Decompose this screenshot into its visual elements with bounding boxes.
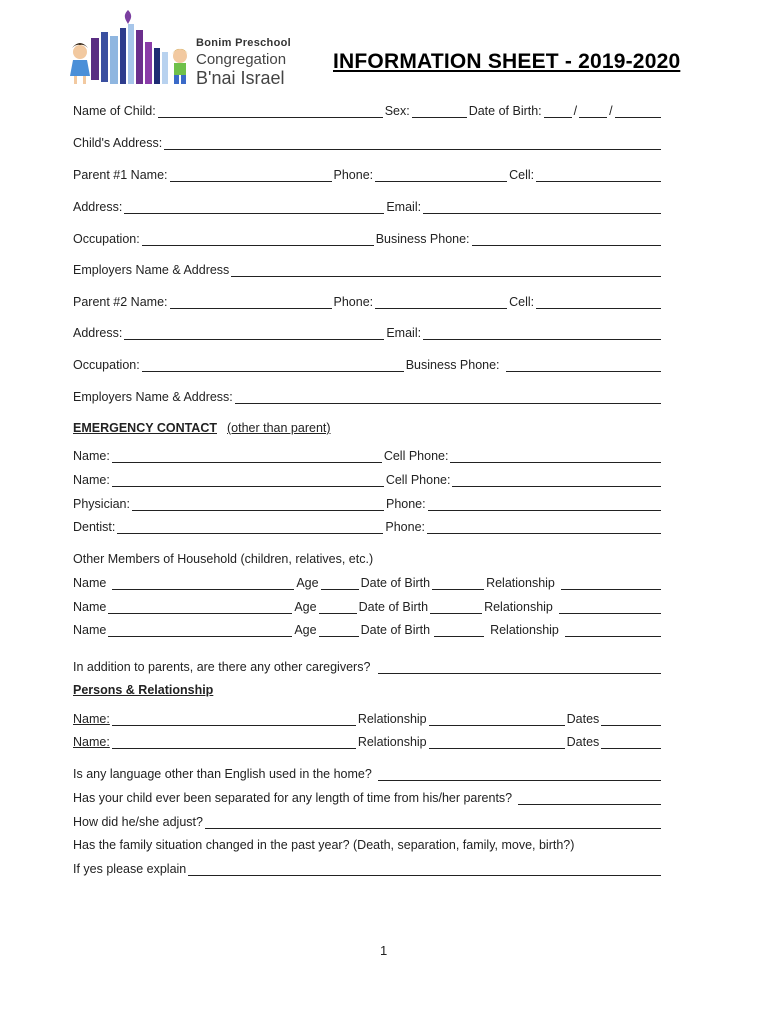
- household-relationship-label: Relationship: [490, 623, 559, 637]
- logo-school-name: Bonim Preschool: [196, 37, 291, 49]
- household-age-field[interactable]: [319, 624, 359, 637]
- separated-answer-field[interactable]: [518, 792, 661, 805]
- caregiver-name-field[interactable]: [112, 736, 356, 749]
- parent1-phone-label: Phone:: [333, 168, 374, 182]
- household-dob-label: Date of Birth: [358, 600, 429, 614]
- parent1-name-row: [73, 164, 663, 182]
- language-question: Is any language other than English used in the home?: [73, 767, 372, 781]
- household-name-label: Name: [73, 623, 107, 637]
- dob-separator: /: [609, 104, 613, 118]
- parent1-occupation-field[interactable]: [142, 233, 374, 246]
- explain-field[interactable]: [188, 863, 661, 876]
- household-relationship-label: Relationship: [486, 576, 555, 590]
- parent1-occupation-label: Occupation:: [73, 232, 140, 246]
- explain-label: If yes please explain: [73, 862, 187, 876]
- dob-year-field[interactable]: [615, 105, 661, 118]
- emergency-contact-row: [73, 445, 663, 463]
- dentist-label: Dentist:: [73, 520, 116, 534]
- caregiver-name-label: Name:: [73, 712, 110, 726]
- caregiver-relationship-label: Relationship: [357, 712, 427, 726]
- dob-separator: /: [573, 104, 578, 118]
- parent1-address-row: [73, 196, 663, 214]
- dob-day-field[interactable]: [579, 105, 607, 118]
- emergency-heading-row: [73, 417, 663, 435]
- parent2-cell-label: Cell:: [509, 295, 535, 309]
- caregiver-relationship-field[interactable]: [429, 736, 565, 749]
- caregivers-question-row: [73, 656, 663, 674]
- explain-row: [73, 858, 663, 876]
- changed-question: Has the family situation changed in the past year? (Death, separation, family, move, birth?): [73, 838, 575, 852]
- emergency-cell-field[interactable]: [452, 474, 661, 487]
- parent2-name-field[interactable]: [170, 296, 332, 309]
- parent1-employer-label: Employers Name & Address: [73, 263, 230, 277]
- household-age-label: Age: [296, 576, 319, 590]
- emergency-name-label: Name:: [73, 449, 110, 463]
- child-address-field[interactable]: [164, 137, 661, 150]
- persons-heading-row: [73, 679, 663, 697]
- persons-relationship-heading: Persons & Relationship: [73, 683, 214, 697]
- page-title: INFORMATION SHEET - 2019-2020: [333, 50, 681, 73]
- child-address-label: Child's Address:: [73, 136, 163, 150]
- parent2-occupation-row: [73, 354, 663, 372]
- child-address-row: [73, 132, 663, 150]
- parent1-email-field[interactable]: [423, 201, 661, 214]
- caregiver-name-label: Name:: [73, 735, 110, 749]
- caregiver-dates-label: Dates: [566, 712, 600, 726]
- household-member-row: [73, 619, 663, 637]
- parent1-occupation-row: [73, 228, 663, 246]
- caregiver-row: [73, 731, 663, 749]
- household-dob-field[interactable]: [430, 601, 482, 614]
- caregiver-dates-field[interactable]: [601, 736, 661, 749]
- separated-question-row: [73, 787, 663, 805]
- parent1-name-label: Parent #1 Name:: [73, 168, 168, 182]
- caregiver-row: [73, 708, 663, 726]
- parent2-name-row: [73, 291, 663, 309]
- logo-congregation: Congregation: [196, 51, 287, 68]
- sex-field[interactable]: [412, 105, 467, 118]
- household-heading-row: [73, 548, 663, 566]
- caregivers-answer-field[interactable]: [378, 661, 661, 674]
- emergency-contact-row: [73, 469, 663, 487]
- emergency-name-field[interactable]: [112, 474, 384, 487]
- parent1-business-phone-label: Business Phone:: [375, 232, 470, 246]
- caregiver-dates-label: Dates: [566, 735, 600, 749]
- parent2-address-label: Address:: [73, 326, 123, 340]
- physician-phone-field[interactable]: [428, 498, 661, 511]
- household-member-row: [73, 572, 663, 590]
- parent2-address-row: [73, 322, 663, 340]
- preschool-logo: [64, 8, 294, 92]
- household-dob-field[interactable]: [434, 624, 484, 637]
- parent2-employer-field[interactable]: [235, 391, 661, 404]
- parent2-occupation-label: Occupation:: [73, 358, 140, 372]
- language-question-row: [73, 763, 663, 781]
- household-name-field[interactable]: [108, 624, 292, 637]
- caregivers-question: In addition to parents, are there any other caregivers?: [73, 660, 371, 674]
- parent2-employer-label: Employers Name & Address:: [73, 390, 233, 404]
- household-age-field[interactable]: [321, 577, 359, 590]
- emergency-name-field[interactable]: [112, 450, 382, 463]
- dentist-phone-field[interactable]: [427, 521, 661, 534]
- household-relationship-field[interactable]: [565, 624, 661, 637]
- child-name-label: Name of Child:: [73, 104, 156, 118]
- parent1-business-phone-field[interactable]: [472, 233, 661, 246]
- parent2-cell-field[interactable]: [536, 296, 661, 309]
- child-name-field[interactable]: [158, 105, 383, 118]
- dentist-row: [73, 516, 663, 534]
- emergency-cell-label: Cell Phone:: [383, 449, 449, 463]
- parent1-name-field[interactable]: [170, 169, 332, 182]
- household-dob-label: Date of Birth: [360, 576, 431, 590]
- language-answer-field[interactable]: [378, 768, 661, 781]
- parent2-name-label: Parent #2 Name:: [73, 295, 168, 309]
- parent2-email-field[interactable]: [423, 327, 661, 340]
- household-name-label: Name: [73, 600, 107, 614]
- parent2-business-phone-label: Business Phone:: [405, 358, 500, 372]
- dentist-phone-label: Phone:: [385, 520, 426, 534]
- adjust-question-row: [73, 811, 663, 829]
- household-relationship-field[interactable]: [559, 601, 661, 614]
- household-relationship-field[interactable]: [561, 577, 661, 590]
- parent1-cell-label: Cell:: [509, 168, 535, 182]
- emergency-contact-subheading: (other than parent): [227, 421, 331, 435]
- parent2-business-phone-field[interactable]: [506, 359, 661, 372]
- dob-label: Date of Birth:: [468, 104, 542, 118]
- emergency-cell-label: Cell Phone:: [385, 473, 451, 487]
- physician-field[interactable]: [132, 498, 384, 511]
- parent1-employer-field[interactable]: [231, 264, 661, 277]
- child-info-row: [73, 100, 663, 118]
- parent1-phone-field[interactable]: [375, 169, 507, 182]
- household-age-field[interactable]: [319, 601, 357, 614]
- parent2-phone-label: Phone:: [333, 295, 374, 309]
- parent1-address-label: Address:: [73, 200, 123, 214]
- logo-synagogue-name: B'nai Israel: [196, 68, 285, 88]
- household-relationship-label: Relationship: [484, 600, 553, 614]
- household-age-label: Age: [294, 623, 317, 637]
- emergency-name-label: Name:: [73, 473, 110, 487]
- page-number: 1: [380, 943, 388, 958]
- household-dob-label: Date of Birth: [360, 623, 431, 637]
- adjust-answer-field[interactable]: [205, 816, 661, 829]
- parent2-address-field[interactable]: [124, 327, 384, 340]
- caregiver-relationship-label: Relationship: [357, 735, 427, 749]
- parent2-occupation-field[interactable]: [142, 359, 404, 372]
- caregiver-relationship-field[interactable]: [429, 713, 565, 726]
- changed-question-row: [73, 834, 663, 852]
- adjust-question: How did he/she adjust?: [73, 815, 203, 829]
- caregiver-dates-field[interactable]: [601, 713, 661, 726]
- household-member-row: [73, 596, 663, 614]
- household-age-label: Age: [294, 600, 317, 614]
- sex-label: Sex:: [384, 104, 410, 118]
- parent1-employer-row: [73, 259, 663, 277]
- physician-phone-label: Phone:: [385, 497, 426, 511]
- dob-month-field[interactable]: [544, 105, 572, 118]
- parent2-phone-field[interactable]: [375, 296, 507, 309]
- physician-label: Physician:: [73, 497, 130, 511]
- dentist-field[interactable]: [117, 521, 383, 534]
- separated-question: Has your child ever been separated for any length of time from his/her parents?: [73, 791, 513, 805]
- household-name-field[interactable]: [108, 601, 292, 614]
- parent2-employer-row: [73, 386, 663, 404]
- parent2-email-label: Email:: [386, 326, 422, 340]
- parent1-cell-field[interactable]: [536, 169, 661, 182]
- physician-row: [73, 493, 663, 511]
- household-dob-field[interactable]: [432, 577, 484, 590]
- parent1-address-field[interactable]: [124, 201, 384, 214]
- household-heading: Other Members of Household (children, relatives, etc.): [73, 552, 374, 566]
- caregiver-name-field[interactable]: [112, 713, 356, 726]
- parent1-email-label: Email:: [386, 200, 422, 214]
- emergency-contact-heading: EMERGENCY CONTACT: [73, 421, 217, 435]
- household-name-label: Name: [73, 576, 107, 590]
- household-name-field[interactable]: [112, 577, 294, 590]
- emergency-cell-field[interactable]: [450, 450, 661, 463]
